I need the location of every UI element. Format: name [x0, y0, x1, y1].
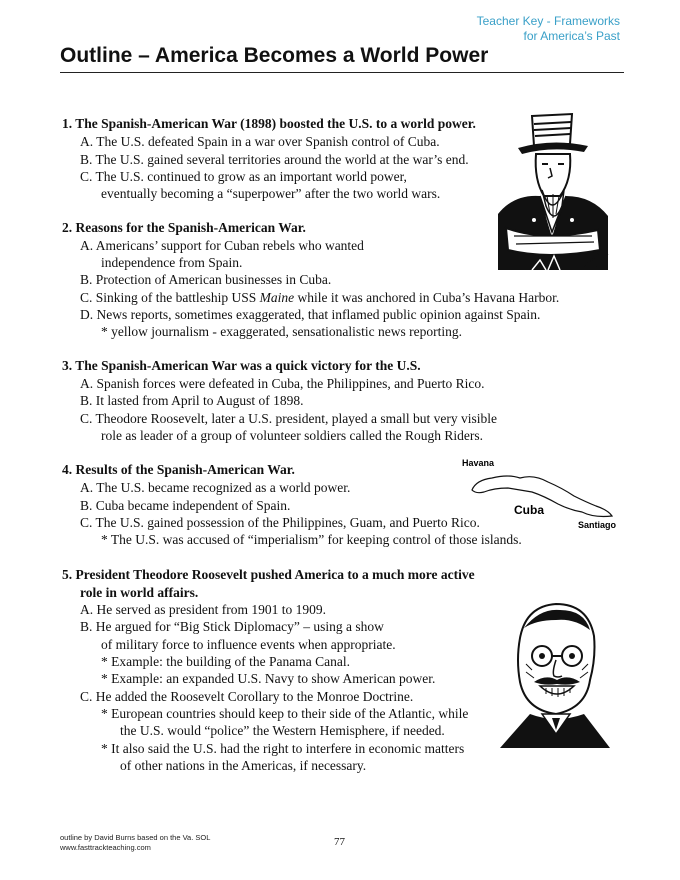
santiago-label: Santiago — [578, 520, 617, 530]
footer-credit-line1: outline by David Burns based on the Va. SOL — [60, 833, 211, 842]
section-5-note-2-cont: of other nations in the Americas, if necessary. — [120, 758, 367, 773]
section-3-line-b: B. It lasted from April to August of 1898. — [80, 393, 304, 408]
section-4-heading: 4. Results of the Spanish-American War. — [62, 462, 295, 477]
section-1-heading: 1. The Spanish-American War (1898) boosted the U.S. to a world power. — [62, 116, 476, 131]
section-1-line-a: A. The U.S. defeated Spain in a war over Spanish control of Cuba. — [80, 134, 440, 149]
section-5-heading-cont: role in world affairs. — [80, 585, 199, 600]
section-2-heading: 2. Reasons for the Spanish-American War. — [62, 220, 306, 235]
section-3-heading: 3. The Spanish-American War was a quick victory for the U.S. — [62, 358, 421, 373]
section-2-line-c-pre: C. Sinking of the battleship USS — [80, 290, 260, 305]
title-divider — [60, 72, 624, 73]
cuba-map — [462, 452, 626, 532]
section-4-line-b: B. Cuba became independent of Spain. — [80, 498, 291, 513]
cuba-label: Cuba — [514, 503, 544, 517]
section-5-line-c: C. He added the Roosevelt Corollary to the Monroe Doctrine. — [80, 689, 414, 704]
ship-name: Maine — [259, 290, 295, 305]
section-5-example-1: * Example: the building of the Panama Canal. — [101, 654, 350, 669]
section-3-line-c-cont: role as leader of a group of volunteer soldiers called the Rough Riders. — [101, 428, 484, 443]
uncle-sam-illustration — [484, 110, 620, 276]
section-4-line-a: A. The U.S. became recognized as a world power. — [80, 480, 351, 495]
page-title: Outline – America Becomes a World Power — [60, 44, 489, 67]
section-3-line-a: A. Spanish forces were defeated in Cuba, the Philippines, and Puerto Rico. — [80, 376, 485, 391]
section-2-line-a: A. Americans’ support for Cuban rebels who wanted — [80, 238, 364, 253]
section-2-line-c — [80, 290, 559, 306]
section-4-line-c: C. The U.S. gained possession of the Philippines, Guam, and Puerto Rico. — [80, 515, 480, 530]
section-5-note-2: * It also said the U.S. had the right to interfere in economic matters — [101, 741, 465, 756]
section-2-line-d: D. News reports, sometimes exaggerated, that inflamed public opinion against Spain. — [80, 307, 541, 322]
page-number: 77 — [334, 836, 345, 848]
section-5-line-b-cont: of military force to influence events when appropriate. — [101, 637, 396, 652]
section-2-note: * yellow journalism - exaggerated, sensationalistic news reporting. — [101, 324, 463, 339]
section-1-line-c: C. The U.S. continued to grow as an important world power, — [80, 169, 407, 184]
section-5-note-1: * European countries should keep to their side of the Atlantic, while — [101, 706, 469, 721]
section-3-line-c: C. Theodore Roosevelt, later a U.S. president, played a small but very visible — [80, 411, 498, 426]
section-5-heading: 5. President Theodore Roosevelt pushed America to a much more active — [62, 567, 475, 582]
section-5-line-a: A. He served as president from 1901 to 1909. — [80, 602, 326, 617]
footer-credit-line2: www.fasttrackteaching.com — [60, 843, 151, 852]
teacher-key-label — [477, 14, 620, 44]
section-2-line-b: B. Protection of American businesses in Cuba. — [80, 272, 332, 287]
section-5-example-2: * Example: an expanded U.S. Navy to show American power. — [101, 671, 436, 686]
section-1-line-b: B. The U.S. gained several territories around the world at the war’s end. — [80, 152, 469, 167]
section-1-line-c-cont: eventually becoming a “superpower” after the two world wars. — [101, 186, 441, 201]
section-5-note-1-cont: the U.S. would “police” the Western Hemisphere, if needed. — [120, 723, 445, 738]
havana-label: Havana — [462, 458, 495, 468]
footer-credit — [60, 833, 210, 853]
section-2-line-a-cont: independence from Spain. — [101, 255, 243, 270]
section-2-line-c-post: while it was anchored in Cuba’s Havana Harbor. — [294, 290, 560, 305]
teacher-key-line2: for America’s Past — [523, 29, 620, 43]
teacher-key-line1: Teacher Key - Frameworks — [476, 14, 620, 28]
theodore-roosevelt-portrait — [490, 598, 620, 756]
section-4-note: * The U.S. was accused of “imperialism” for keeping control of those islands. — [101, 532, 522, 547]
section-5-line-b: B. He argued for “Big Stick Diplomacy” – using a show — [80, 619, 384, 634]
